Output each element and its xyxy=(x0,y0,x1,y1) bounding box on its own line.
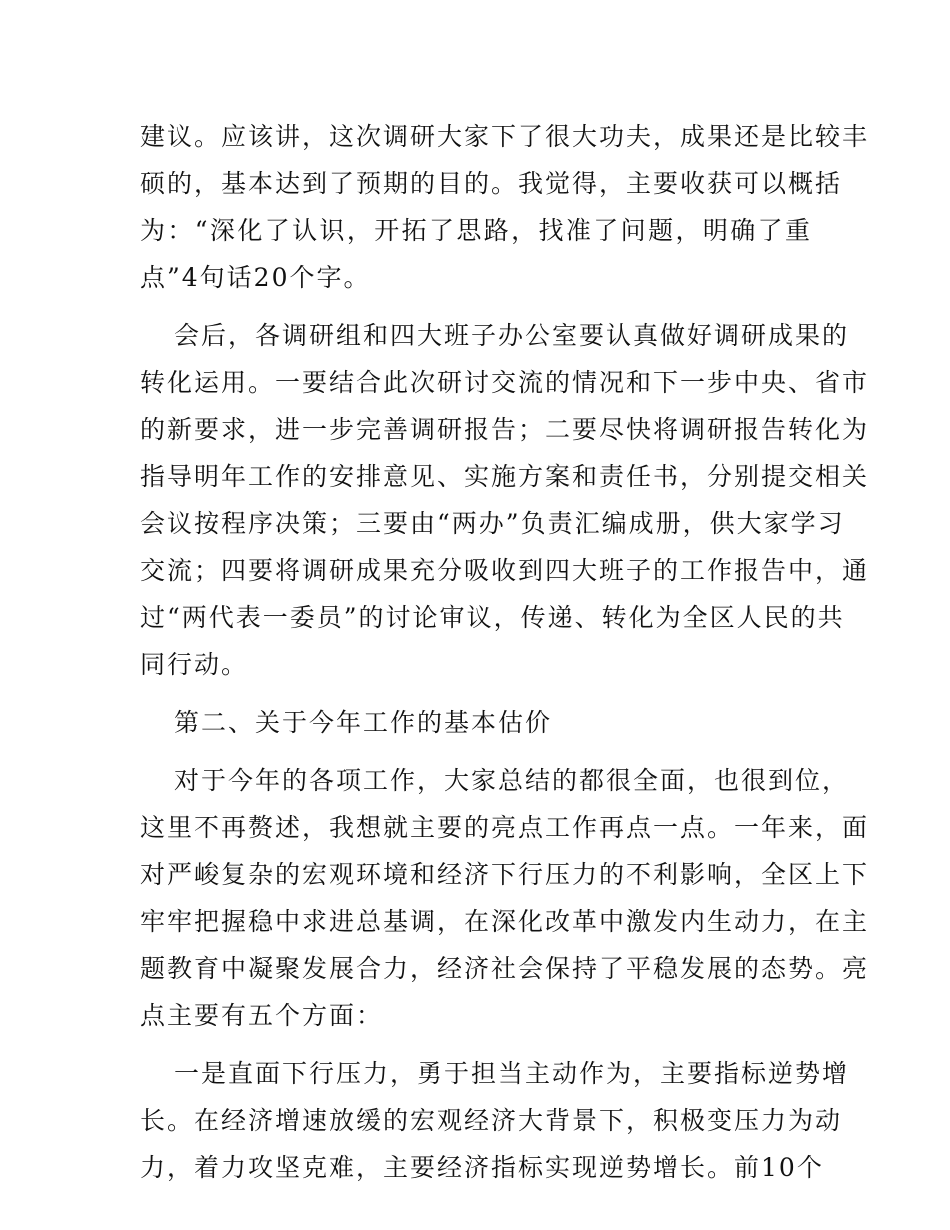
text-line: 题教育中凝聚发展合力，经济社会保持了平稳发展的态势。亮 xyxy=(140,954,870,983)
heading-text: 第二、关于今年工作的基本估价 xyxy=(174,708,553,737)
text-line: 的新要求，进一步完善调研报告；二要尽快将调研报告转化为 xyxy=(140,415,870,444)
text-line: 会议按程序决策；三要由“两办”负责汇编成册，供大家学习 xyxy=(140,509,845,538)
text-line: 同行动。 xyxy=(140,650,249,679)
section-heading xyxy=(140,699,812,746)
paragraph-research-results xyxy=(140,113,870,301)
text-line: 牢牢把握稳中求进总基调，在深化改革中激发内生动力，在主 xyxy=(140,907,870,936)
paragraph-year-overview xyxy=(140,757,870,1039)
text-line: 长。在经济增速放缓的宏观经济大背景下，积极变压力为动 xyxy=(140,1106,843,1135)
text-line: 为：“深化了认识，开拓了思路，找准了问题，明确了重 xyxy=(140,216,812,245)
text-line: 点主要有五个方面： xyxy=(140,1001,384,1030)
text-line: 对于今年的各项工作，大家总结的都很全面，也很到位， xyxy=(174,766,850,795)
text-line: 过“两代表一委员”的讨论审议，传递、转化为全区人民的共 xyxy=(140,603,845,632)
text-line: 力，着力攻坚克难，主要经济指标实现逆势增长。前10个 xyxy=(140,1153,824,1182)
text-line: 一是直面下行压力，勇于担当主动作为，主要指标逆势增 xyxy=(174,1059,850,1088)
text-line: 点”4句话20个字。 xyxy=(140,263,371,292)
paragraph-results-conversion xyxy=(140,312,870,688)
text-line: 交流；四要将调研成果充分吸收到四大班子的工作报告中，通 xyxy=(140,556,870,585)
text-line: 指导明年工作的安排意见、实施方案和责任书，分别提交相关 xyxy=(140,462,870,491)
text-line: 这里不再赘述，我想就主要的亮点工作再点一点。一年来，面 xyxy=(140,813,870,842)
text-line: 建议。应该讲，这次调研大家下了很大功夫，成果还是比较丰 xyxy=(140,122,870,151)
document-body xyxy=(140,113,870,1191)
text-line: 硕的，基本达到了预期的目的。我觉得，主要收获可以概括 xyxy=(140,169,843,198)
text-line: 对严峻复杂的宏观环境和经济下行压力的不利影响，全区上下 xyxy=(140,860,870,889)
paragraph-highlight-one xyxy=(140,1050,850,1191)
text-line: 转化运用。一要结合此次研讨交流的情况和下一步中央、省市 xyxy=(140,368,870,397)
text-line: 会后，各调研组和四大班子办公室要认真做好调研成果的 xyxy=(174,321,850,350)
